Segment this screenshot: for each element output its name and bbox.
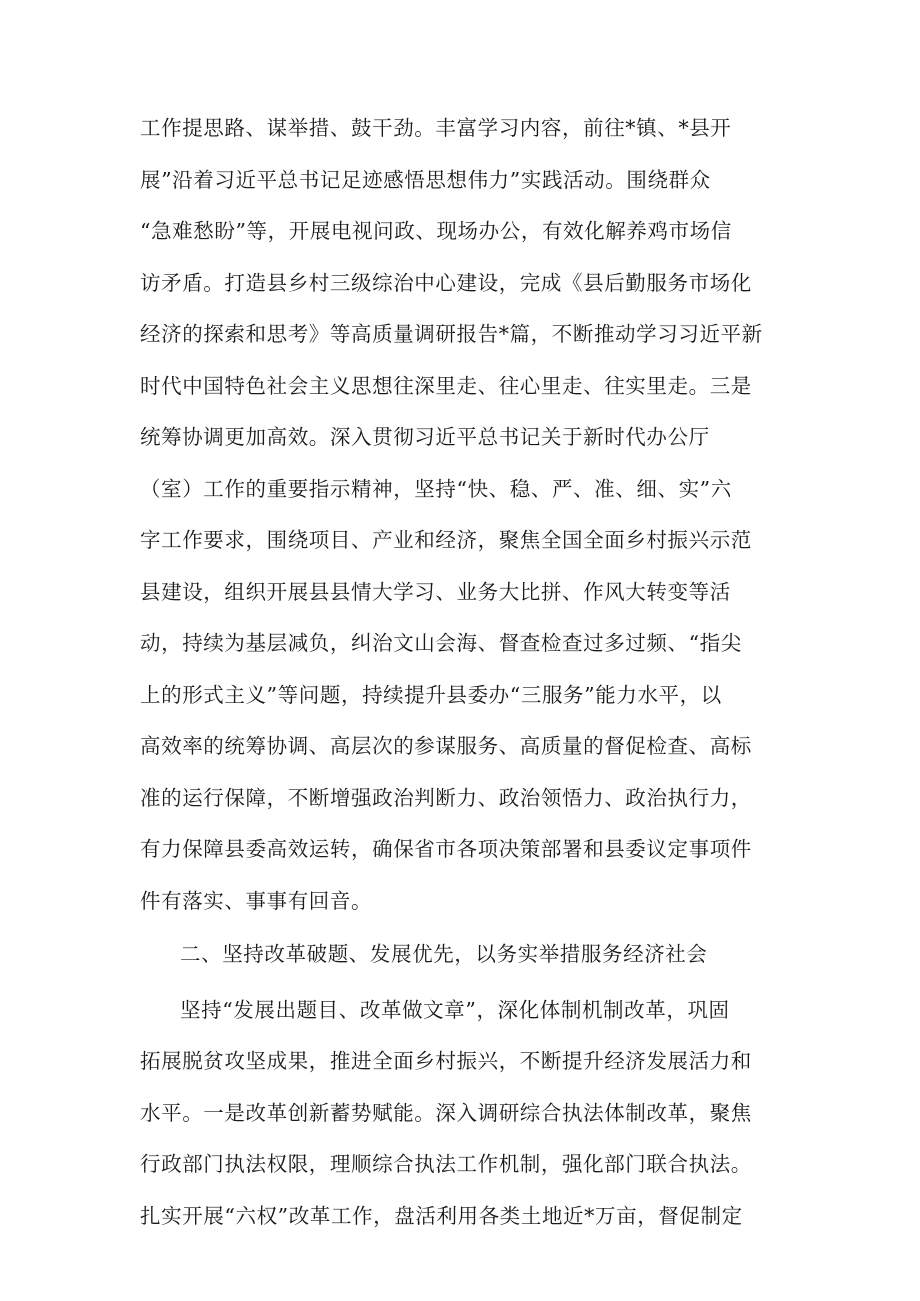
- paragraph-line: 时代中国特色社会主义思想往深里走、往心里走、往实里走。三是: [140, 374, 752, 398]
- paragraph-line: 展”沿着习近平总书记足迹感悟思想伟力”实践活动。围绕群众: [140, 168, 711, 192]
- paragraph-line: 上的形式主义”等问题，持续提升县委办“三服务”能力水平，以: [140, 683, 722, 707]
- section-heading: 二、坚持改革破题、发展优先，以务实举措服务经济社会: [180, 942, 708, 966]
- paragraph-line: 行政部门执法权限，理顺综合执法工作机制，强化部门联合执法。: [140, 1152, 752, 1176]
- paragraph-line: 工作提思路、谋举措、鼓干劲。丰富学习内容，前往*镇、*县开: [140, 116, 732, 140]
- paragraph-line: 水平。一是改革创新蓄势赋能。深入调研综合执法体制改革，聚焦: [140, 1101, 752, 1125]
- paragraph-line: 有力保障县委高效运转，确保省市各项决策部署和县委议定事项件: [140, 837, 752, 861]
- paragraph-line: 统筹协调更加高效。深入贯彻习近平总书记关于新时代办公厅: [140, 425, 710, 449]
- paragraph-line: 高效率的统筹协调、高层次的参谋服务、高质量的督促检查、高标: [140, 734, 752, 758]
- paragraph-line: 准的运行保障，不断增强政治判断力、政治领悟力、政治执行力，: [140, 786, 752, 810]
- paragraph-line: 县建设，组织开展县县情大学习、业务大比拼、作风大转变等活: [140, 580, 731, 604]
- paragraph-line: 件有落实、事事有回音。: [140, 889, 373, 913]
- paragraph-line: 经济的探索和思考》等高质量调研报告*篇，不断推动学习习近平新: [140, 322, 763, 346]
- paragraph-line: 字工作要求，围绕项目、产业和经济，聚焦全国全面乡村振兴示范: [140, 528, 752, 552]
- paragraph-line: 动，持续为基层减负，纠治文山会海、督查检查过多过频、“指尖: [140, 631, 742, 655]
- paragraph-line: 拓展脱贫攻坚成果，推进全面乡村振兴，不断提升经济发展活力和: [140, 1049, 752, 1073]
- paragraph-line: （室）工作的重要指示精神，坚持“快、稳、严、准、细、实”六: [140, 477, 732, 501]
- paragraph-line: 坚持“发展出题目、改革做文章”，深化体制机制改革，巩固: [180, 998, 730, 1022]
- paragraph-line: “急难愁盼”等，开展电视问政、现场办公，有效化解养鸡市场信: [140, 219, 732, 243]
- paragraph-line: 扎实开展“六权”改革工作，盘活利用各类土地近*万亩，督促制定: [140, 1204, 743, 1228]
- paragraph-line: 访矛盾。打造县乡村三级综治中心建设，完成《县后勤服务市场化: [140, 271, 752, 295]
